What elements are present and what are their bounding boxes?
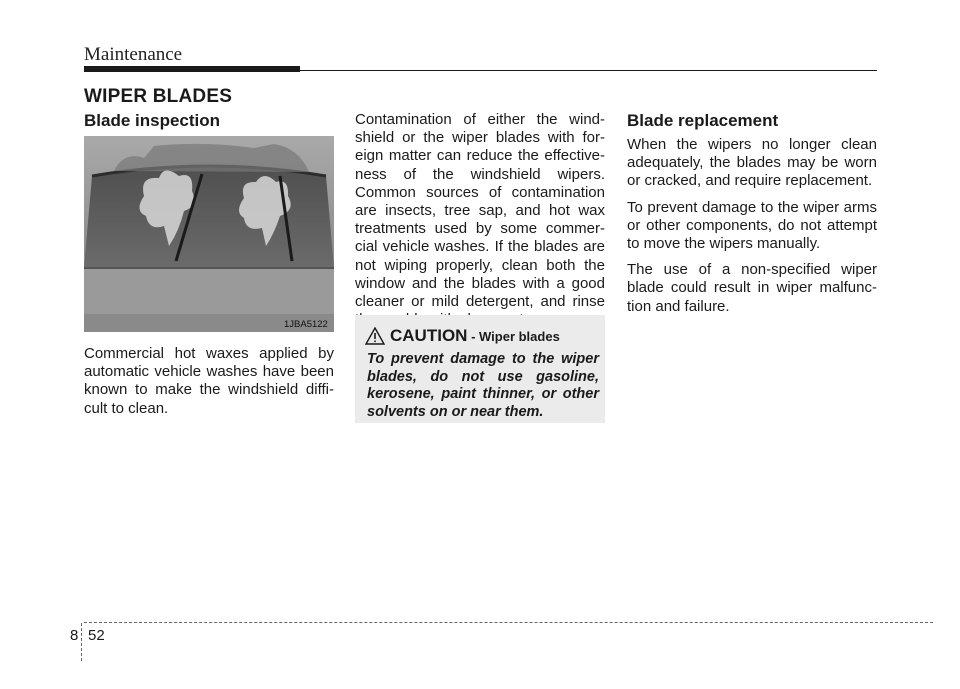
caution-word: CAUTION <box>390 326 468 345</box>
blade-replacement-heading: Blade replacement <box>627 111 779 130</box>
header-rule-thick <box>84 66 300 72</box>
windshield-wiper-photo <box>84 136 334 332</box>
footer-rule <box>84 622 933 623</box>
inspection-paragraph-middle: Contamination of either the wind- shield or the wiper blades with for- eign matter can reduce the effective- ness of the windshield wipers. Common sources of contamination are insects, tree sap, and hot wax treatments used by some commer- cial vehicle washes. If the blades are not wiping properly, clean both the window and the blades with a good cleaner or mild detergent, and rinse <box>355 111 605 311</box>
caution-text: To prevent damage to the wiper blades, do not use gasoline, kerosene, paint thinner, or other solvents on or near them. <box>367 351 599 420</box>
footer-divider <box>81 623 82 661</box>
blade-inspection-heading: Blade inspection <box>84 111 221 130</box>
caution-subtitle: - Wiper blades <box>467 329 560 344</box>
chapter-number: 8 <box>70 627 79 644</box>
image-caption: 1JBA5122 <box>284 319 328 330</box>
warning-triangle-icon <box>365 327 385 350</box>
caution-heading <box>390 326 560 346</box>
replacement-paragraph: The use of a non-specified wiper blade could result in wiper malfunc- tion and failure. <box>627 261 877 315</box>
replacement-paragraph: To prevent damage to the wiper arms or other components, do not attempt to move the wipers manually. <box>627 198 877 253</box>
page-number: 52 <box>88 627 105 644</box>
caution-box <box>355 315 605 423</box>
replacement-text <box>627 136 877 324</box>
page-header-title: Maintenance <box>84 44 183 65</box>
section-title: WIPER BLADES <box>84 86 233 107</box>
inspection-paragraph-left: Commercial hot waxes applied by automatic vehicle washes have been known to make the windshield diffi- cult to clean. <box>84 345 334 417</box>
replacement-paragraph: When the wipers no longer clean adequately, the blades may be worn or cracked, and require replacement. <box>627 136 877 190</box>
header-rule-thin <box>300 70 877 71</box>
